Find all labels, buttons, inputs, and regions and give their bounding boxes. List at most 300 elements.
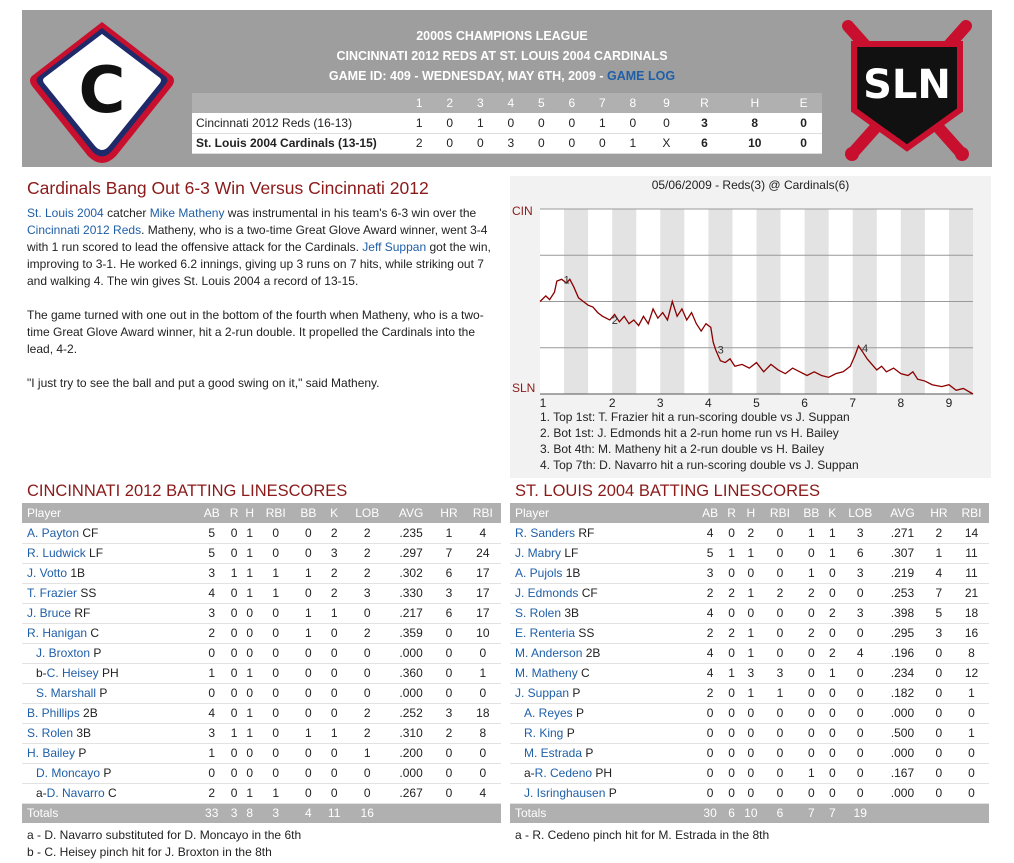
stat-cell: 2 (825, 643, 839, 663)
stat-cell: 0 (226, 703, 242, 723)
story-paragraph-3: "I just try to see the ball and put a good swing on it," said Matheny. (27, 376, 380, 390)
stat-cell: 3 (345, 583, 389, 603)
chart-annotation-marker: 1 (563, 274, 570, 287)
stat-cell: 3 (323, 543, 346, 563)
chart-annotation-marker: 2 (611, 315, 618, 327)
sub-prefix: a- (524, 766, 535, 780)
stat-cell: 0 (724, 723, 739, 743)
stat-cell: .398 (881, 603, 924, 623)
stat-cell: 1 (242, 543, 258, 563)
stat-cell: 0 (226, 663, 242, 683)
linescore-hits: 10 (724, 133, 785, 153)
batting-col-header: BB (797, 503, 825, 523)
stat-cell: .167 (881, 763, 924, 783)
linescore-runs: 6 (685, 133, 725, 153)
stat-cell: 1 (954, 683, 989, 703)
stat-cell: 0 (739, 783, 762, 803)
stat-cell: 0 (839, 743, 881, 763)
stat-cell: .253 (881, 583, 924, 603)
player-link[interactable]: S. Rolen (515, 606, 562, 620)
stat-cell: 4 (197, 583, 226, 603)
substitution-note: a - D. Navarro substituted for D. Moncayo in the 6th (27, 828, 302, 842)
batting-col-header: RBI (258, 503, 294, 523)
batting-col-header: HR (924, 503, 954, 523)
player-position: P (582, 746, 594, 760)
linescore-inning-8: 1 (618, 133, 649, 153)
home-batting-section (510, 482, 989, 844)
player-link[interactable]: E. Renteria (515, 626, 576, 640)
chart-y-top-label: CIN (512, 204, 533, 218)
player-link[interactable]: J. Votto (27, 566, 68, 580)
batting-col-header: AVG (389, 503, 433, 523)
stat-cell: 11 (323, 803, 346, 823)
stat-cell: .500 (881, 723, 924, 743)
stat-cell: 0 (258, 763, 294, 783)
player-position: LF (85, 546, 104, 560)
player-position: LF (561, 546, 579, 560)
stat-cell: 0 (345, 683, 389, 703)
stat-cell: 0 (924, 723, 954, 743)
stat-cell: 0 (924, 643, 954, 663)
home-batting-title: ST. LOUIS 2004 BATTING LINESCORES (515, 482, 821, 500)
stat-cell: 3 (839, 603, 881, 623)
player-cell (510, 743, 696, 763)
stat-cell: 3 (762, 663, 797, 683)
stat-cell: 1 (197, 743, 226, 763)
player-link[interactable]: S. Rolen (27, 726, 74, 740)
stat-cell: 11 (954, 563, 989, 583)
stat-cell: 1 (226, 723, 242, 743)
player-link[interactable]: J. Edmonds (515, 586, 579, 600)
linescore-inning-9: X (648, 133, 685, 153)
player-position: 3B (561, 606, 580, 620)
table-row (22, 583, 501, 603)
stat-cell: 1 (724, 663, 739, 683)
sub-prefix: a- (36, 786, 47, 800)
stat-cell: 0 (294, 583, 323, 603)
stat-cell: 0 (696, 763, 724, 783)
batting-col-header: AB (696, 503, 724, 523)
stat-cell: 0 (797, 723, 825, 743)
player-link[interactable]: A. Payton (27, 525, 80, 540)
stat-cell: 1 (242, 703, 258, 723)
linescore-inning-5: 0 (526, 133, 557, 153)
stat-cell: 1 (465, 663, 501, 683)
stat-cell: 0 (825, 683, 839, 703)
game-header (22, 10, 992, 167)
stat-cell: 19 (839, 803, 881, 823)
stat-cell: 0 (294, 643, 323, 663)
batting-col-header: H (739, 503, 762, 523)
stat-cell: 1 (924, 543, 954, 563)
table-row (22, 783, 501, 803)
player-link[interactable]: R. Hanigan (27, 626, 88, 640)
stat-cell: 0 (345, 643, 389, 663)
stat-cell: .267 (389, 783, 433, 803)
player-link[interactable]: J. Broxton (36, 646, 91, 660)
player-link[interactable]: H. Bailey (27, 746, 76, 760)
stat-cell: 2 (696, 583, 724, 603)
stat-cell (881, 803, 924, 823)
reds-logo (26, 14, 178, 166)
stat-cell: 0 (825, 763, 839, 783)
linescore-header-3: 3 (465, 93, 496, 113)
stat-cell: 3 (226, 803, 242, 823)
player-link[interactable]: S. Marshall (36, 686, 97, 700)
chart-annotation-marker: 3 (717, 344, 724, 357)
linescore-header-2: 2 (435, 93, 466, 113)
stat-cell: 0 (797, 663, 825, 683)
player-cell (22, 723, 197, 743)
stat-cell: 1 (258, 583, 294, 603)
linescore-team-home: St. Louis 2004 Cardinals (13-15) (192, 133, 404, 153)
stat-cell: .217 (389, 603, 433, 623)
stat-cell: 1 (323, 603, 346, 623)
stat-cell: 0 (258, 643, 294, 663)
chart-x-tick-label: 1 (539, 396, 547, 410)
batting-col-header: RBI (954, 503, 989, 523)
table-row (510, 623, 989, 643)
stat-cell: .182 (881, 683, 924, 703)
player-link[interactable]: B. Phillips (27, 706, 80, 720)
player-cell (22, 543, 197, 563)
stat-cell: 0 (739, 763, 762, 783)
stat-cell: 0 (839, 723, 881, 743)
linescore-inning-2: 0 (435, 113, 466, 133)
stat-cell: 0 (433, 663, 464, 683)
stat-cell: 0 (226, 683, 242, 703)
linescore-inning-1: 2 (404, 133, 435, 153)
stat-cell: 0 (839, 703, 881, 723)
stat-cell: 0 (258, 683, 294, 703)
stat-cell: 0 (739, 723, 762, 743)
stat-cell: 0 (797, 603, 825, 623)
stat-cell: .000 (389, 643, 433, 663)
table-row (510, 743, 989, 763)
stat-cell: 0 (294, 703, 323, 723)
stat-cell: 1 (762, 683, 797, 703)
stat-cell: 0 (345, 783, 389, 803)
stat-cell: 0 (762, 783, 797, 803)
stat-cell: 1 (242, 563, 258, 583)
stat-cell: 0 (294, 783, 323, 803)
league-title: 2000S CHAMPIONS LEAGUE (416, 29, 588, 43)
linescore-team-away: Cincinnati 2012 Reds (16-13) (192, 113, 404, 133)
batting-col-header: RBI (762, 503, 797, 523)
player-position: C (104, 786, 117, 800)
stat-cell: 0 (258, 623, 294, 643)
linescore-header-9: 9 (648, 93, 685, 113)
stat-cell: 0 (258, 523, 294, 543)
linescore-row-home (192, 133, 822, 153)
stat-cell: 0 (323, 623, 346, 643)
stat-cell: 4 (294, 803, 323, 823)
stat-cell: 6 (839, 543, 881, 563)
stat-cell: 1 (242, 583, 258, 603)
stat-cell: 1 (242, 663, 258, 683)
stat-cell: 0 (258, 543, 294, 563)
linescore-header-r: R (685, 93, 725, 113)
table-row (510, 583, 989, 603)
player-link[interactable]: J. Suppan (515, 686, 570, 700)
stat-cell: 2 (323, 583, 346, 603)
player-link[interactable]: J. Mabry (515, 546, 562, 560)
game-info-text: GAME ID: 409 - WEDNESDAY, MAY 6TH, 2009 - (328, 69, 608, 83)
stat-cell: 0 (762, 623, 797, 643)
stat-cell: 1 (294, 623, 323, 643)
stat-cell: 3 (696, 563, 724, 583)
story-link[interactable]: Cincinnati 2012 Reds (27, 223, 142, 237)
player-link[interactable]: J. Bruce (27, 606, 72, 620)
stat-cell: 0 (226, 743, 242, 763)
linescore-inning-3: 1 (465, 113, 496, 133)
linescore-table (192, 93, 822, 154)
table-row (510, 723, 989, 743)
player-cell (22, 743, 197, 763)
substitution-note: a - R. Cedeno pinch hit for M. Estrada in the 8th (515, 828, 770, 842)
stat-cell: 1 (954, 723, 989, 743)
player-link[interactable]: C. Heisey (46, 666, 99, 680)
stat-cell: 0 (839, 583, 881, 603)
linescore-errors: 0 (785, 113, 822, 133)
table-row (22, 723, 501, 743)
player-link[interactable]: A. Pujols (515, 566, 563, 580)
stat-cell: 3 (258, 803, 294, 823)
linescore-errors: 0 (785, 133, 822, 153)
stat-cell: 4 (839, 643, 881, 663)
stat-cell: 1 (739, 683, 762, 703)
stat-cell: 12 (954, 663, 989, 683)
stat-cell: 0 (739, 563, 762, 583)
stat-cell: 24 (465, 543, 501, 563)
chart-annotation-marker: 4 (861, 342, 869, 355)
player-position: 1B (562, 566, 581, 580)
totals-label: Totals (510, 803, 696, 823)
stat-cell: 0 (258, 603, 294, 623)
table-row (510, 763, 989, 783)
stat-cell: 2 (739, 523, 762, 543)
stat-cell: 1 (258, 563, 294, 583)
player-link[interactable]: D. Navarro (46, 786, 105, 800)
player-link[interactable]: R. Sanders (515, 525, 576, 540)
linescore-header-e: E (785, 93, 822, 113)
stat-cell: 2 (197, 783, 226, 803)
player-cell (510, 723, 696, 743)
stat-cell: 2 (345, 563, 389, 583)
player-position: SS (77, 586, 97, 600)
stat-cell: .271 (881, 523, 924, 543)
stat-cell: 5 (197, 543, 226, 563)
table-row (510, 643, 989, 663)
batting-col-header: AB (197, 503, 226, 523)
stat-cell: 0 (242, 623, 258, 643)
stat-cell: 0 (294, 743, 323, 763)
player-link[interactable]: D. Moncayo (36, 766, 101, 780)
table-row (22, 643, 501, 663)
stat-cell: 1 (258, 783, 294, 803)
stat-cell: .360 (389, 663, 433, 683)
batting-col-header: BB (294, 503, 323, 523)
stat-cell: 4 (465, 783, 501, 803)
cardinals-logo (834, 14, 980, 166)
stat-cell: 1 (242, 783, 258, 803)
stat-cell: 17 (465, 583, 501, 603)
stat-cell: 2 (924, 523, 954, 543)
stat-cell: 0 (825, 563, 839, 583)
stat-cell: 10 (465, 623, 501, 643)
stat-cell: 0 (258, 703, 294, 723)
stat-cell: 3 (433, 583, 464, 603)
player-position: P (75, 746, 87, 760)
player-link[interactable]: T. Frazier (27, 586, 78, 600)
chart-title: 05/06/2009 - Reds(3) @ Cardinals(6) (651, 178, 850, 192)
matchup-title: CINCINNATI 2012 REDS AT ST. LOUIS 2004 CARDINALS (336, 49, 668, 63)
stat-cell: 0 (924, 683, 954, 703)
batting-col-header: RBI (465, 503, 501, 523)
linescore-header-7: 7 (587, 93, 618, 113)
stat-cell: 2 (762, 583, 797, 603)
table-row (22, 663, 501, 683)
batting-col-header: R (226, 503, 242, 523)
stat-cell: .000 (881, 743, 924, 763)
game-story (27, 178, 502, 409)
player-position: P (569, 686, 581, 700)
stat-cell: 5 (197, 523, 226, 543)
stat-cell: 2 (323, 563, 346, 583)
stat-cell: .196 (881, 643, 924, 663)
stat-cell: 0 (323, 783, 346, 803)
stat-cell: 2 (696, 683, 724, 703)
player-link[interactable]: R. Ludwick (27, 546, 86, 560)
stat-cell: 2 (724, 623, 739, 643)
player-position: C (87, 626, 100, 640)
player-link[interactable]: A. Reyes (524, 706, 573, 720)
player-position: 2B (79, 706, 98, 720)
stat-cell: 1 (739, 583, 762, 603)
stat-cell: 7 (825, 803, 839, 823)
stat-cell: 0 (345, 763, 389, 783)
stat-cell: 0 (762, 763, 797, 783)
stat-cell: 1 (797, 523, 825, 543)
player-link[interactable]: M. Estrada (524, 746, 583, 760)
totals-label: Totals (22, 803, 197, 823)
stat-cell: 2 (345, 523, 389, 543)
table-row (22, 543, 501, 563)
story-link[interactable]: St. Louis 2004 (27, 206, 104, 220)
table-row (510, 523, 989, 543)
stat-cell: 1 (323, 723, 346, 743)
linescore-inning-8: 0 (618, 113, 649, 133)
player-link[interactable]: R. King (524, 726, 564, 740)
stat-cell: 3 (197, 563, 226, 583)
story-link[interactable]: Mike Matheny (149, 206, 225, 220)
stat-cell: 0 (226, 763, 242, 783)
stat-cell: 0 (797, 543, 825, 563)
linescore-inning-9: 0 (648, 113, 685, 133)
stat-cell: 0 (345, 603, 389, 623)
stat-cell: 0 (762, 723, 797, 743)
player-link[interactable]: R. Cedeno (534, 766, 593, 780)
stat-cell: 0 (226, 623, 242, 643)
player-position: P (605, 786, 617, 800)
stat-cell: 0 (696, 743, 724, 763)
stat-cell: 0 (924, 783, 954, 803)
stat-cell: 0 (839, 623, 881, 643)
stat-cell: 11 (954, 543, 989, 563)
stat-cell: 0 (762, 523, 797, 543)
stat-cell: 0 (696, 703, 724, 723)
stat-cell: 5 (924, 603, 954, 623)
table-row (22, 563, 501, 583)
player-cell (510, 583, 696, 603)
table-row (22, 683, 501, 703)
stat-cell: 0 (226, 523, 242, 543)
stat-cell: 5 (696, 543, 724, 563)
player-link[interactable]: M. Anderson (515, 646, 583, 660)
player-cell (510, 523, 696, 543)
player-link[interactable]: M. Matheny (515, 666, 578, 680)
stat-cell: 2 (197, 623, 226, 643)
chart-x-tick-label: 6 (801, 396, 808, 410)
stat-cell: 18 (954, 603, 989, 623)
stat-cell: 0 (839, 683, 881, 703)
stat-cell: 1 (797, 763, 825, 783)
stat-cell: 0 (762, 643, 797, 663)
stat-cell (924, 803, 954, 823)
stat-cell: 8 (242, 803, 258, 823)
linescore-inning-6: 0 (557, 133, 588, 153)
stat-cell: 3 (839, 563, 881, 583)
stat-cell (465, 803, 501, 823)
story-link[interactable]: Jeff Suppan (362, 240, 427, 254)
stat-cell: 1 (825, 523, 839, 543)
linescore-inning-5: 0 (526, 113, 557, 133)
stat-cell: .000 (881, 703, 924, 723)
away-batting-notes (22, 827, 501, 861)
stat-cell: 0 (762, 743, 797, 763)
game-log-link[interactable]: GAME LOG (607, 69, 676, 83)
player-cell (510, 623, 696, 643)
stat-cell: 1 (294, 563, 323, 583)
stat-cell: 0 (242, 603, 258, 623)
player-cell (510, 603, 696, 623)
stat-cell: 0 (954, 763, 989, 783)
stat-cell: 33 (197, 803, 226, 823)
stat-cell: 1 (739, 623, 762, 643)
chart-note: 4. Top 7th: D. Navarro hit a run-scoring double vs J. Suppan (540, 458, 859, 472)
stat-cell: 0 (323, 643, 346, 663)
player-cell (22, 663, 197, 683)
stat-cell: 17 (465, 563, 501, 583)
linescore-inning-4: 3 (496, 133, 527, 153)
player-cell (510, 543, 696, 563)
stat-cell: 2 (345, 543, 389, 563)
stat-cell: 0 (739, 603, 762, 623)
table-row (510, 603, 989, 623)
player-link[interactable]: J. Isringhausen (524, 786, 606, 800)
linescore-header-6: 6 (557, 93, 588, 113)
stat-cell: 0 (433, 643, 464, 663)
stat-cell: 2 (345, 623, 389, 643)
stat-cell: 1 (797, 563, 825, 583)
batting-col-header: AVG (881, 503, 924, 523)
stat-cell: 0 (797, 643, 825, 663)
stat-cell: 4 (696, 603, 724, 623)
linescore-header-5: 5 (526, 93, 557, 113)
batting-col-header: K (825, 503, 839, 523)
player-position: CF (578, 586, 598, 600)
stat-cell: 0 (226, 543, 242, 563)
